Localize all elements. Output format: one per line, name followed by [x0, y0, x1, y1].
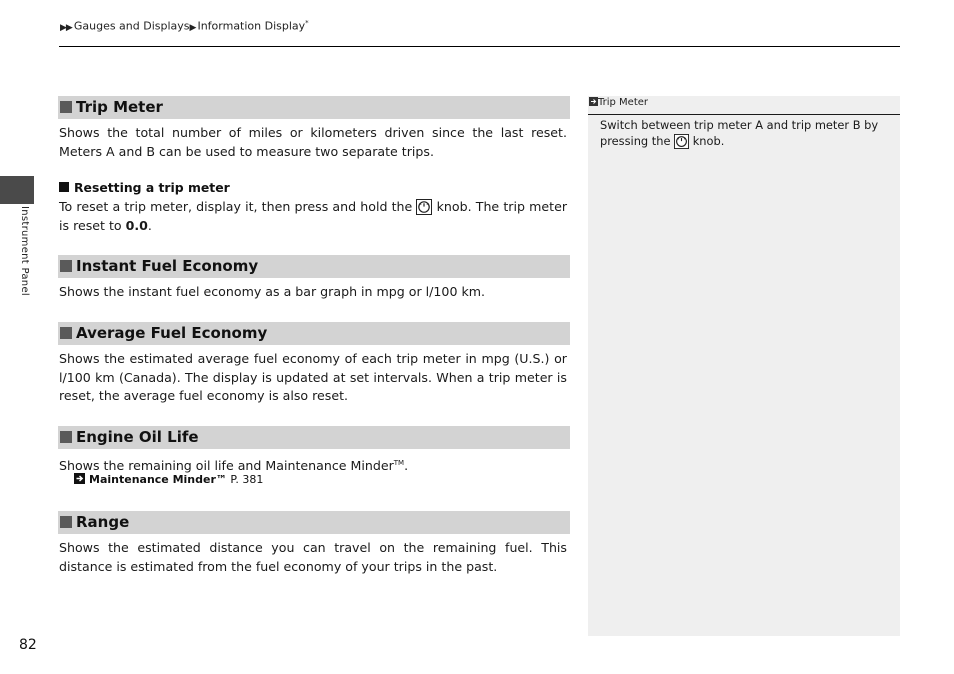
- reset-text-part: knob. The trip meter is reset to: [59, 199, 567, 233]
- subheading-title: Resetting a trip meter: [74, 180, 230, 195]
- instant-fuel-economy-description: Shows the instant fuel economy as a bar graph in mpg or l/100 km.: [59, 284, 486, 299]
- section-title: Instant Fuel Economy: [76, 257, 259, 275]
- trademark-mark: TM: [393, 459, 405, 467]
- xref-page[interactable]: P. 381: [226, 473, 264, 486]
- section-heading-instant-fuel-economy: [58, 255, 570, 278]
- reset-value: 0.0: [125, 217, 148, 233]
- oil-life-text: Shows the remaining oil life and Maintenance Minder: [59, 458, 394, 474]
- section-heading-trip-meter: [58, 96, 570, 119]
- heading-square-icon: [60, 431, 72, 443]
- side-note-panel: [588, 96, 900, 636]
- section-title: Range: [76, 513, 130, 531]
- reset-text-part: .: [147, 217, 152, 233]
- note-text-part: knob.: [689, 134, 725, 148]
- chapter-tab[interactable]: [0, 176, 34, 204]
- header-rule: [59, 46, 900, 47]
- xref-label[interactable]: Maintenance Minder™: [89, 473, 227, 486]
- heading-square-icon: [60, 260, 72, 272]
- section-title: Engine Oil Life: [76, 428, 199, 446]
- section-heading-engine-oil-life: [58, 426, 570, 449]
- range-description: Shows the estimated distance you can travel on the remaining fuel. This distance is estimated from the fuel economy of your trips in the past.: [59, 540, 567, 574]
- oil-life-text-end: .: [404, 458, 409, 474]
- note-title-text: Trip Meter: [598, 97, 649, 108]
- section-heading-range: [58, 511, 570, 534]
- note-text-part: Switch between trip meter A and trip meter B by pressing the: [600, 118, 879, 148]
- knob-icon: [416, 199, 432, 215]
- side-note-title: [589, 97, 648, 108]
- heading-square-icon: [60, 101, 72, 113]
- subheading-square-icon: [59, 182, 69, 192]
- section-title: Trip Meter: [76, 98, 163, 116]
- breadcrumb-arrow-icon: ▶: [189, 22, 196, 33]
- reset-text-part: To reset a trip meter, display it, then press and hold the: [59, 199, 417, 214]
- heading-square-icon: [60, 327, 72, 339]
- breadcrumb-footnote-mark: *: [305, 19, 309, 27]
- breadcrumb-item-information-display[interactable]: Information Display: [197, 19, 306, 33]
- section-title: Average Fuel Economy: [76, 324, 268, 342]
- subheading-resetting-trip-meter: [59, 180, 230, 195]
- side-note-text: [600, 117, 890, 149]
- note-marker-icon: [589, 97, 598, 106]
- breadcrumb: [60, 19, 309, 33]
- section-heading-average-fuel-economy: [58, 322, 570, 345]
- knob-icon: [674, 134, 689, 149]
- cross-reference-arrow-icon: [74, 473, 85, 484]
- chapter-tab-label: Instrument Panel: [19, 206, 30, 296]
- average-fuel-economy-description: Shows the estimated average fuel economy of each trip meter in mpg (U.S.) or l/100 km (Canada). The display is updated at set intervals. When a trip meter is reset, the average fuel economy is also reset.: [59, 351, 567, 403]
- page-number: 82: [19, 637, 37, 653]
- side-note-rule: [588, 114, 900, 115]
- breadcrumb-item-gauges[interactable]: Gauges and Displays: [73, 19, 190, 33]
- trip-meter-description: Shows the total number of miles or kilometers driven since the last reset. Meters A and B can be used to measure two separate trips.: [59, 125, 567, 159]
- breadcrumb-arrow-icon: ▶▶: [60, 22, 72, 33]
- heading-square-icon: [60, 516, 72, 528]
- maintenance-minder-link[interactable]: [74, 473, 263, 486]
- reset-trip-meter-instructions: [59, 198, 567, 235]
